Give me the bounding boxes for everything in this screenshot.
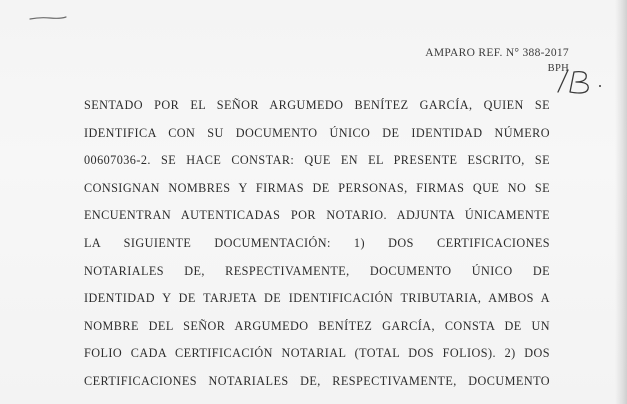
clerk-initials: BPH [547,63,569,74]
body-line: CERTIFICACIONES NOTARIALES DE, RESPECTIVAMENTE, DOCUMENTO [84,373,550,388]
body-line: LA SIGUIENTE DOCUMENTACIÓN: 1) DOS CERTIFICACIONES [84,235,550,250]
body-line: FOLIO CADA CERTIFICACIÓN NOTARIAL (TOTAL DOS FOLIOS). 2) DOS [84,346,550,361]
body-line: IDENTIFICA CON SU DOCUMENTO ÚNICO DE IDENTIDAD NÚMERO [84,125,550,140]
reference-number: AMPARO REF. N° 388-2017 [425,47,569,59]
body-line: NOTARIALES DE, RESPECTIVAMENTE, DOCUMENTO ÚNICO DE [84,263,550,278]
pen-mark-icon [28,12,68,24]
body-line: CONSIGNAN NOMBRES Y FIRMAS DE PERSONAS, FIRMAS QUE NO SE [84,180,550,195]
body-line: IDENTIDAD Y DE TARJETA DE IDENTIFICACIÓN TRIBUTARIA, AMBOS A [84,291,550,306]
body-line: 00607036-2. SE HACE CONSTAR: QUE EN EL PRESENTE ESCRITO, SE [84,153,550,168]
body-line: NOMBRE DEL SEÑOR ARGUMEDO BENÍTEZ GARCÍA, CONSTA DE UN [84,318,550,333]
signature-icon [554,62,608,98]
body-line: ENCUENTRAN AUTENTICADAS POR NOTARIO. ADJUNTA ÚNICAMENTE [84,208,550,223]
document-body [84,92,550,396]
page-edge-shadow [615,0,627,404]
body-line: SENTADO POR EL SEÑOR ARGUMEDO BENÍTEZ GARCÍA, QUIEN SE [84,98,550,112]
reference-header [425,45,569,77]
